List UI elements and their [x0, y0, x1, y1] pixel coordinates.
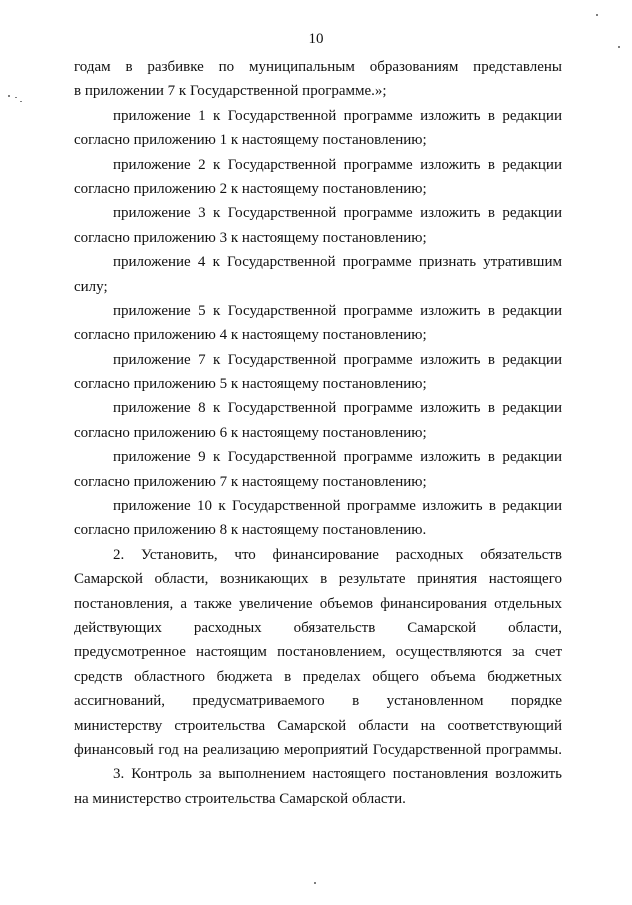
text-line: приложение 9 к Государственной программе изложить в редакции [113, 449, 562, 466]
text-line: согласно приложению 8 к настоящему постановлению. [74, 522, 427, 539]
scan-speck [596, 14, 598, 16]
text-line: ассигнований, предусматриваемого в установленном порядке [74, 693, 562, 710]
text-line: финансовый год на реализацию мероприятий Государственной программы. [74, 741, 562, 758]
scan-speck [15, 97, 17, 98]
text-line: действующих расходных обязательств Самарской области, [74, 619, 562, 636]
page-number: 10 [308, 31, 324, 47]
text-line: приложение 8 к Государственной программе изложить в редакции [113, 400, 562, 417]
text-line: предусмотренное настоящим постановлением, осуществляются за счет [74, 644, 562, 661]
text-line: приложение 5 к Государственной программе изложить в редакции [113, 302, 562, 319]
text-line: силу; [74, 278, 108, 295]
text-line: 3. Контроль за выполнением настоящего постановления возложить [113, 766, 562, 783]
text-line: приложение 10 к Государственной программе изложить в редакции [113, 498, 562, 515]
text-line: на министерство строительства Самарской области. [74, 790, 406, 807]
text-line: согласно приложению 7 к настоящему постановлению; [74, 473, 427, 490]
scan-speck [20, 101, 22, 102]
scan-speck [314, 882, 316, 884]
text-line: согласно приложению 6 к настоящему постановлению; [74, 424, 427, 441]
text-line: приложение 3 к Государственной программе изложить в редакции [113, 205, 562, 222]
text-line: министерству строительства Самарской области на соответствующий [74, 717, 562, 734]
text-line: Самарской области, возникающих в результате принятия настоящего [74, 571, 562, 588]
text-line: приложение 7 к Государственной программе изложить в редакции [113, 351, 562, 368]
text-line: приложение 2 к Государственной программе изложить в редакции [113, 156, 562, 173]
text-line: согласно приложению 5 к настоящему постановлению; [74, 376, 427, 393]
text-line: постановления, а также увеличение объемов финансирования отдельных [74, 595, 562, 612]
text-line: средств областного бюджета в пределах общего объема бюджетных [74, 668, 562, 685]
text-line: приложение 4 к Государственной программе признать утратившим [113, 254, 562, 271]
text-line: согласно приложению 4 к настоящему постановлению; [74, 327, 427, 344]
text-line: в приложении 7 к Государственной программе.»; [74, 83, 387, 100]
text-line: согласно приложению 2 к настоящему постановлению; [74, 180, 427, 197]
text-line: годам в разбивке по муниципальным образованиям представлены [74, 59, 562, 75]
scan-speck [618, 46, 620, 48]
document-body [74, 55, 562, 811]
text-line: 2. Установить, что финансирование расходных обязательств [113, 546, 562, 563]
text-line: согласно приложению 3 к настоящему постановлению; [74, 229, 427, 246]
text-line: согласно приложению 1 к настоящему постановлению; [74, 132, 427, 149]
text-line: приложение 1 к Государственной программе изложить в редакции [113, 107, 562, 124]
scan-speck [8, 95, 10, 97]
